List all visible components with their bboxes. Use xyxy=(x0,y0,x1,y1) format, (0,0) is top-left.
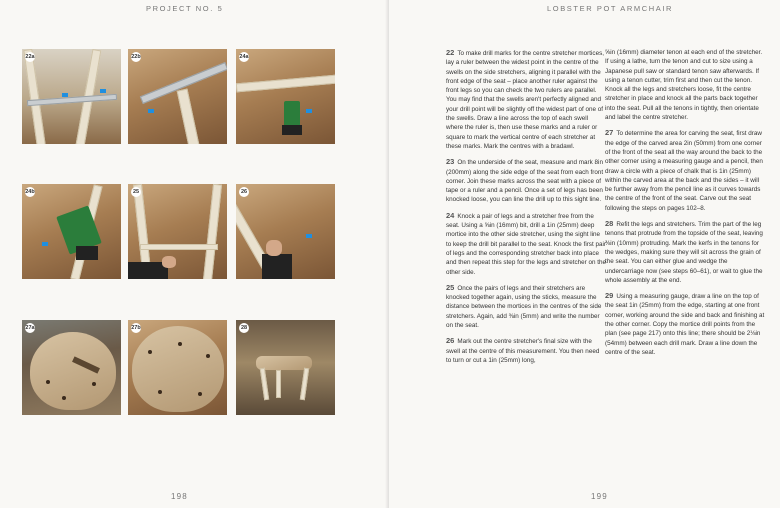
photo-label: 27a xyxy=(25,325,35,331)
text-column-1 xyxy=(446,48,606,371)
photo-label: 25 xyxy=(132,189,140,195)
step-number: 27 xyxy=(605,128,614,138)
photo-26 xyxy=(236,184,335,279)
step-text: Knock a pair of legs and a stretcher free from the seat. Using a ⅝in (16mm) bit, drill a 1in (25mm) deep mortice into the other side stretcher, using the sight line to keep the drill bit parallel to the seat. Knock the first pair of legs and the corresponding stretcher back into place and then repeat this step for the legs and stretcher on the other side. xyxy=(446,212,606,276)
photo-label: 22b xyxy=(131,54,141,60)
step-number: 24 xyxy=(446,210,455,220)
right-page xyxy=(389,0,780,508)
photo-24a xyxy=(236,49,335,144)
step-text: Mark out the centre stretcher's final size with the swell at the centre of this measurement. You then need to turn or cut a 1in (25mm) long, xyxy=(446,338,600,364)
step-text: To make drill marks for the centre stretcher mortices, lay a ruler between the widest point in the centre of the swells on the side stretchers, aligning it parallel with the front edge of the seat – place another ruler against the front legs so you can check the two rulers are parallel. You may find that the swells aren't perfectly aligned and your drill point will be slightly off the widest part of one of the swells. Draw a line across the top of each swell where the ruler is, then use these marks and a ruler or square to mark the vertical centre of each stretcher at these marks. Mark the centres with a bradawl. xyxy=(446,50,604,150)
step-number: 22 xyxy=(446,48,455,57)
photo-24b xyxy=(22,184,121,279)
step-paragraph xyxy=(446,283,606,330)
photo-label: 24a xyxy=(239,54,249,60)
step-number: 25 xyxy=(446,282,455,292)
photo-22a xyxy=(22,49,121,144)
left-page xyxy=(0,0,389,508)
photo-25 xyxy=(128,184,227,279)
step-paragraph xyxy=(605,219,765,285)
step-paragraph xyxy=(446,48,606,151)
step-paragraph xyxy=(446,336,606,365)
step-paragraph xyxy=(605,128,765,213)
text-column-2 xyxy=(605,48,765,363)
photo-22b xyxy=(128,49,227,144)
step-text: ⅝in (16mm) diameter tenon at each end of the stretcher. If using a lathe, turn the tenon and cut to size using a Japanese pull saw or standard tenon saw afterwards. If using a tenon cutter, trim first and then cut the tenon. Knock all the legs and stretchers loose, fit the centre stretcher in place and knock all the parts back together into the seat. Pull all the tenons in tightly, then orientate and label the centre stretcher. xyxy=(605,49,763,122)
step-number: 28 xyxy=(605,219,614,229)
photo-label: 26 xyxy=(240,189,248,195)
step-paragraph xyxy=(605,291,765,357)
step-number: 29 xyxy=(605,291,614,301)
step-text: To determine the area for carving the seat, first draw the edge of the carved area 2in (50mm) from one corner of the front of the seat all the way around the back to the other corner using a measuring gauge and a pencil, then draw a circle with a piece of chalk that is 1in (25mm) within the carved area at the back and the sides – it will be further away from the pencil line as it curves towards the centre of the front of the seat. Carve out the seat following the steps on pages 102–8. xyxy=(605,130,763,212)
photo-label: 22a xyxy=(25,54,35,60)
step-paragraph xyxy=(446,157,606,204)
photo-27b xyxy=(128,320,227,415)
step-text: Refit the legs and stretchers. Trim the part of the leg tenons that protrude from the topside of the seat, leaving ⅜in (10mm) protruding. Mark the kerfs in the tenons for the wedges, making sure they will sit across the grain of the seat. You can either glue and wedge the undercarriage now (see steps 60–61), or wait to glue the whole assembly at the end. xyxy=(605,221,763,284)
left-page-number: 198 xyxy=(171,492,188,501)
photo-label: 27b xyxy=(131,325,141,331)
step-text: Once the pairs of legs and their stretchers are knocked together again, using the sticks, measure the distance between the mortices in the centres of the side stretchers. Again, add ⅜in (5mm) and write the number on the seat. xyxy=(446,284,602,330)
photo-label: 24b xyxy=(25,189,35,195)
step-text: On the underside of the seat, measure and mark 8in (200mm) along the side edge of the seat from each front corner. Join these marks across the seat with a piece of tape or a ruler and a pencil. Once a set of legs has been knocked loose, you can line the drill up to this sight line. xyxy=(446,159,604,204)
step-number: 23 xyxy=(446,157,455,167)
right-running-head: LOBSTER POT ARMCHAIR xyxy=(547,4,674,13)
step-text: Using a measuring gauge, draw a line on the top of the seat 1in (25mm) from the edge, starting at one front corner, working around the side and back and finishing at the other corner. Copy the mortice drill points from the plan (see page 217) onto this line; there should be 2⅛in (54mm) between each drill mark. Draw a line down the centre of the seat. xyxy=(605,293,765,356)
photo-28 xyxy=(236,320,335,415)
photo-27a xyxy=(22,320,121,415)
photo-label: 28 xyxy=(240,325,248,331)
right-page-number: 199 xyxy=(591,492,608,501)
step-paragraph xyxy=(446,211,606,277)
step-number: 26 xyxy=(446,336,455,346)
step-paragraph xyxy=(605,48,765,122)
left-running-head: PROJECT NO. 5 xyxy=(146,4,224,13)
